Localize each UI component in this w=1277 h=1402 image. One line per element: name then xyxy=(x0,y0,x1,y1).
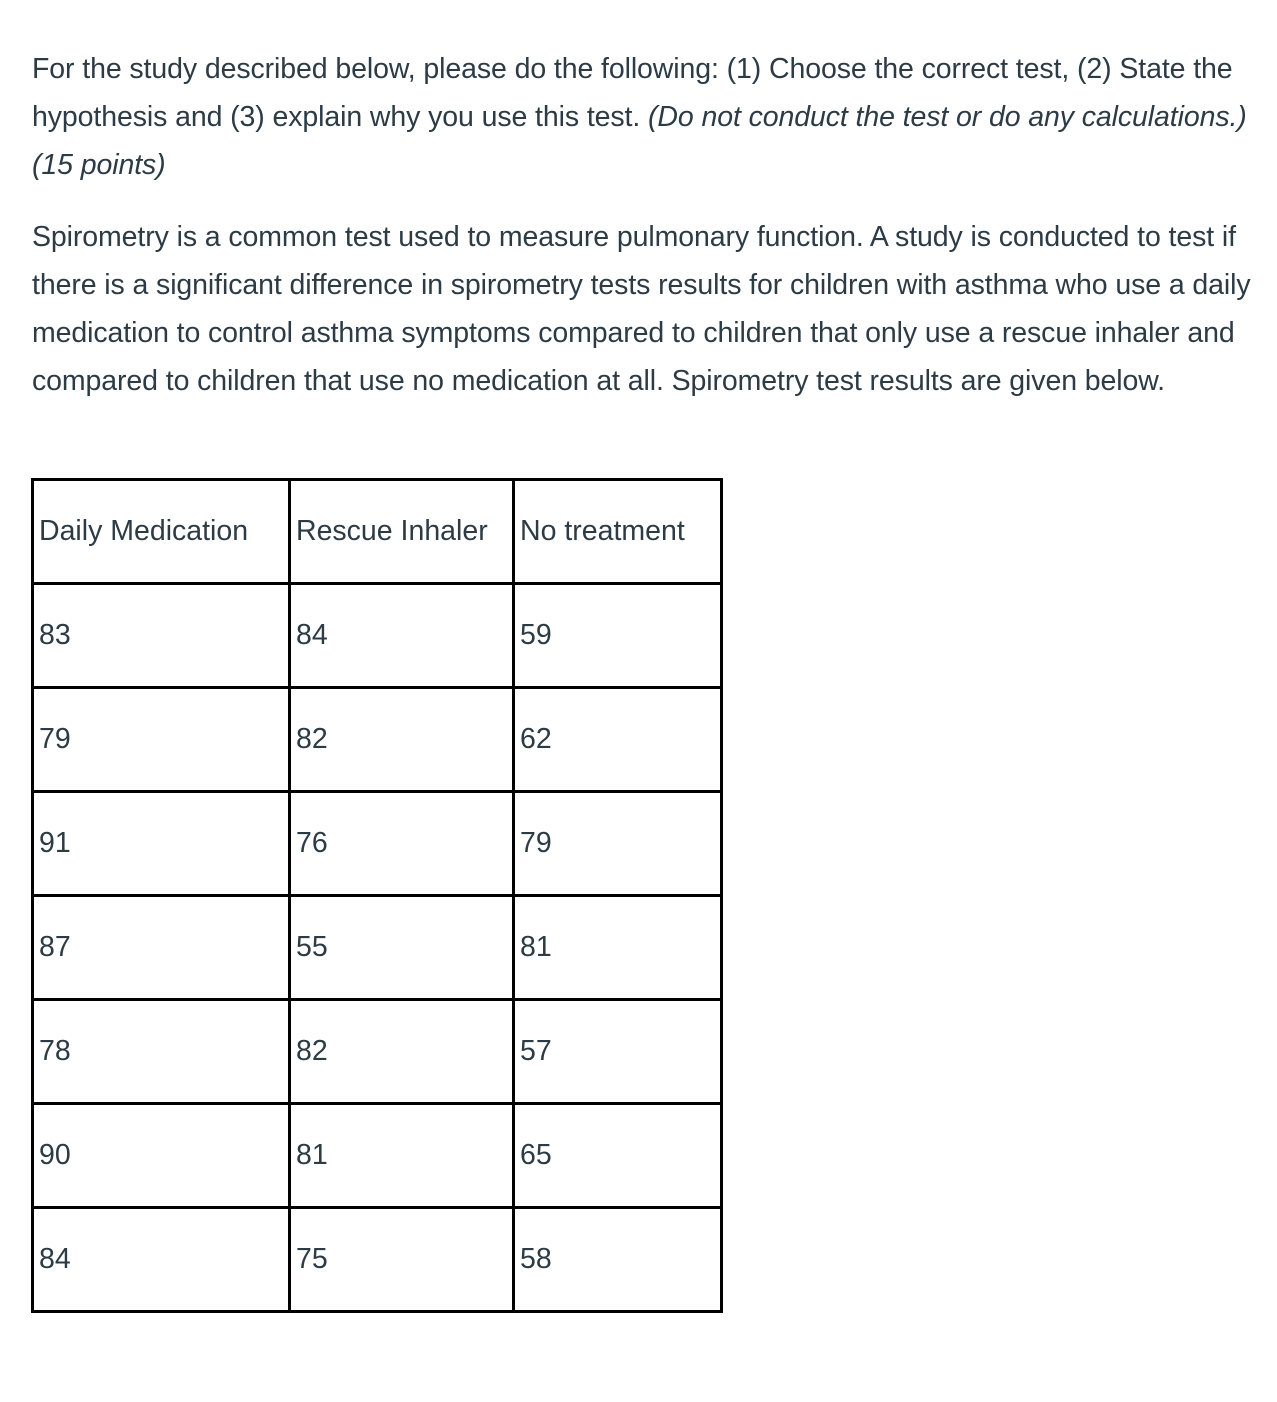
table-cell: 87 xyxy=(33,896,290,1000)
table-cell: 79 xyxy=(33,688,290,792)
table-row xyxy=(33,1208,722,1312)
table-cell: 58 xyxy=(514,1208,722,1312)
instructions-paragraph xyxy=(32,45,1267,189)
table-cell: 59 xyxy=(514,584,722,688)
table-cell: 84 xyxy=(290,584,514,688)
table-cell: 65 xyxy=(514,1104,722,1208)
table-cell: 55 xyxy=(290,896,514,1000)
spirometry-results-table xyxy=(31,478,723,1313)
table-cell: 81 xyxy=(290,1104,514,1208)
column-header-rescue-inhaler: Rescue Inhaler xyxy=(290,480,514,584)
table-cell: 81 xyxy=(514,896,722,1000)
table-cell: 83 xyxy=(33,584,290,688)
table-cell: 79 xyxy=(514,792,722,896)
table-cell: 57 xyxy=(514,1000,722,1104)
table-row xyxy=(33,688,722,792)
table-row xyxy=(33,1104,722,1208)
instructions-note: (Do not conduct the test or do any calculations.) (15 points) xyxy=(32,101,1247,181)
table-cell: 78 xyxy=(33,1000,290,1104)
table-cell: 84 xyxy=(33,1208,290,1312)
table-row xyxy=(33,584,722,688)
table-cell: 62 xyxy=(514,688,722,792)
instructions-text: For the study described below, please do the following: (1) Choose the correct test, (2) State the hypothesis and (3) explain why you use this test. xyxy=(32,53,1233,133)
study-description: Spirometry is a common test used to measure pulmonary function. A study is conducted to test if there is a significant difference in spirometry tests results for children with asthma who use a daily medication to control asthma symptoms compared to children that only use a rescue inhaler and compared to children that use no medication at all. Spirometry test results are given below. xyxy=(32,221,1251,397)
table-cell: 75 xyxy=(290,1208,514,1312)
table-row xyxy=(33,1000,722,1104)
table-cell: 90 xyxy=(33,1104,290,1208)
table-cell: 91 xyxy=(33,792,290,896)
column-header-no-treatment: No treatment xyxy=(514,480,722,584)
table-cell: 82 xyxy=(290,1000,514,1104)
table-cell: 82 xyxy=(290,688,514,792)
column-header-daily-medication: Daily Medication xyxy=(33,480,290,584)
table-cell: 76 xyxy=(290,792,514,896)
table-row xyxy=(33,896,722,1000)
table-row xyxy=(33,792,722,896)
table-header-row xyxy=(33,480,722,584)
